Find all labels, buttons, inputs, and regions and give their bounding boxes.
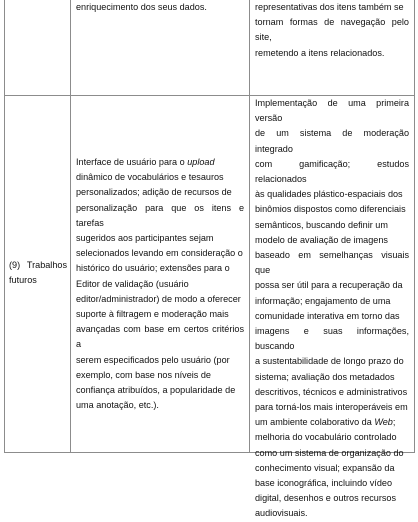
table-border-right: [414, 0, 415, 452]
row9-col3-line: para torná-los mais interoperáveis em: [255, 402, 408, 413]
row9-col2-line: serem especificados pelo usuário (por: [76, 354, 230, 365]
table-border-left: [4, 0, 5, 452]
row-label: [9, 258, 67, 288]
row9-col3-line: um ambiente colaborativo da Web;: [255, 417, 396, 428]
row9-col2-line: selecionados levando em consideração o: [76, 248, 243, 259]
row-label-number: (9): [9, 260, 21, 270]
row9-col3-line: comunidade interativa em torno das: [255, 310, 400, 321]
row9-col2-line: sugeridos aos participantes sejam: [76, 233, 214, 244]
row9-col2-line: dinâmico de vocabulários e tesauros: [76, 172, 224, 183]
row9-col3-line: base iconográfica, incluindo vídeo: [255, 478, 393, 489]
row-label-word: Trabalhos: [26, 260, 67, 270]
row9-col2-line: suporte à filtragem e moderação mais: [76, 309, 229, 320]
row9-col3-line: com gamificação; estudos relacionados: [255, 158, 409, 185]
row9-col3-line: semânticos, buscando definir um: [255, 219, 388, 230]
row9-col3-line: digital, desenhos e outros recursos: [255, 493, 397, 504]
row9-col3-line: melhoria do vocabulário controlado: [255, 432, 397, 443]
top-row-col3-line: tornam formas de navegação pelo site,: [255, 17, 409, 43]
row9-col3-line: binômios dispostos como diferenciais: [255, 204, 406, 215]
top-row-col3-cell: [255, 0, 409, 61]
table-border-col1: [70, 0, 71, 452]
row9-col3-line: informação; engajamento de uma: [255, 295, 391, 306]
row9-col3-line: sistema; avaliação dos metadados: [255, 371, 395, 382]
top-row-col3-line: remetendo a itens relacionados.: [255, 47, 385, 58]
row9-col3-line: às qualidades plástico-espaciais dos: [255, 189, 403, 200]
row9-col3-line: audiovisuais.: [255, 508, 308, 519]
row9-col3-line: baseado em semelhanças visuais que: [255, 250, 409, 276]
row9-col3-line: descritivos, técnicos e administrativos: [255, 386, 408, 397]
top-row-col2-cell: [76, 0, 244, 15]
row9-col2-line: uma anotação, etc.).: [76, 400, 159, 411]
row9-col2-line: exemplo, com base nos níveis de: [76, 369, 211, 380]
row9-col3-line: Implementação de uma primeira versão: [255, 98, 409, 124]
row9-col2-line: confiança atribuídos, a popularidade de: [76, 385, 236, 396]
top-row-col2-text: enriquecimento dos seus dados.: [76, 2, 207, 12]
row9-col3-line: de um sistema de moderação integrado: [255, 128, 409, 154]
row-label-word-2: futuros: [9, 275, 37, 286]
row9-col2-cell: [76, 155, 244, 413]
row9-col3-line: possa ser útil para a recuperação da: [255, 280, 403, 291]
row9-col3-line: imagens e suas informações, buscando: [255, 326, 409, 352]
row9-col2-line: Interface de usuário para o upload: [76, 157, 215, 167]
row9-col2-line: histórico do usuário; extensões para o: [76, 263, 230, 274]
row9-col3-line: conhecimento visual; expansão da: [255, 462, 395, 473]
row9-col3-cell: [255, 96, 409, 522]
row9-col2-line: personalizados; adição de recursos de: [76, 187, 232, 198]
row9-col2-line: personalização para que os itens e tarefas: [76, 202, 244, 228]
row9-col2-line: Editor de validação (usuário: [76, 278, 189, 289]
row9-col2-line: editor/administrador) de modo a oferecer: [76, 293, 241, 304]
row9-col3-line: modelo de avaliação de imagens: [255, 234, 388, 245]
top-row-col3-line: representativas dos itens também se: [255, 2, 404, 12]
row9-col3-line: a sustentabilidade de longo prazo do: [255, 356, 404, 367]
table-border-col2: [249, 0, 250, 452]
row9-col3-line: como um sistema de organização do: [255, 447, 404, 458]
row9-col2-line: avançadas com base em certos critérios a: [76, 324, 244, 350]
